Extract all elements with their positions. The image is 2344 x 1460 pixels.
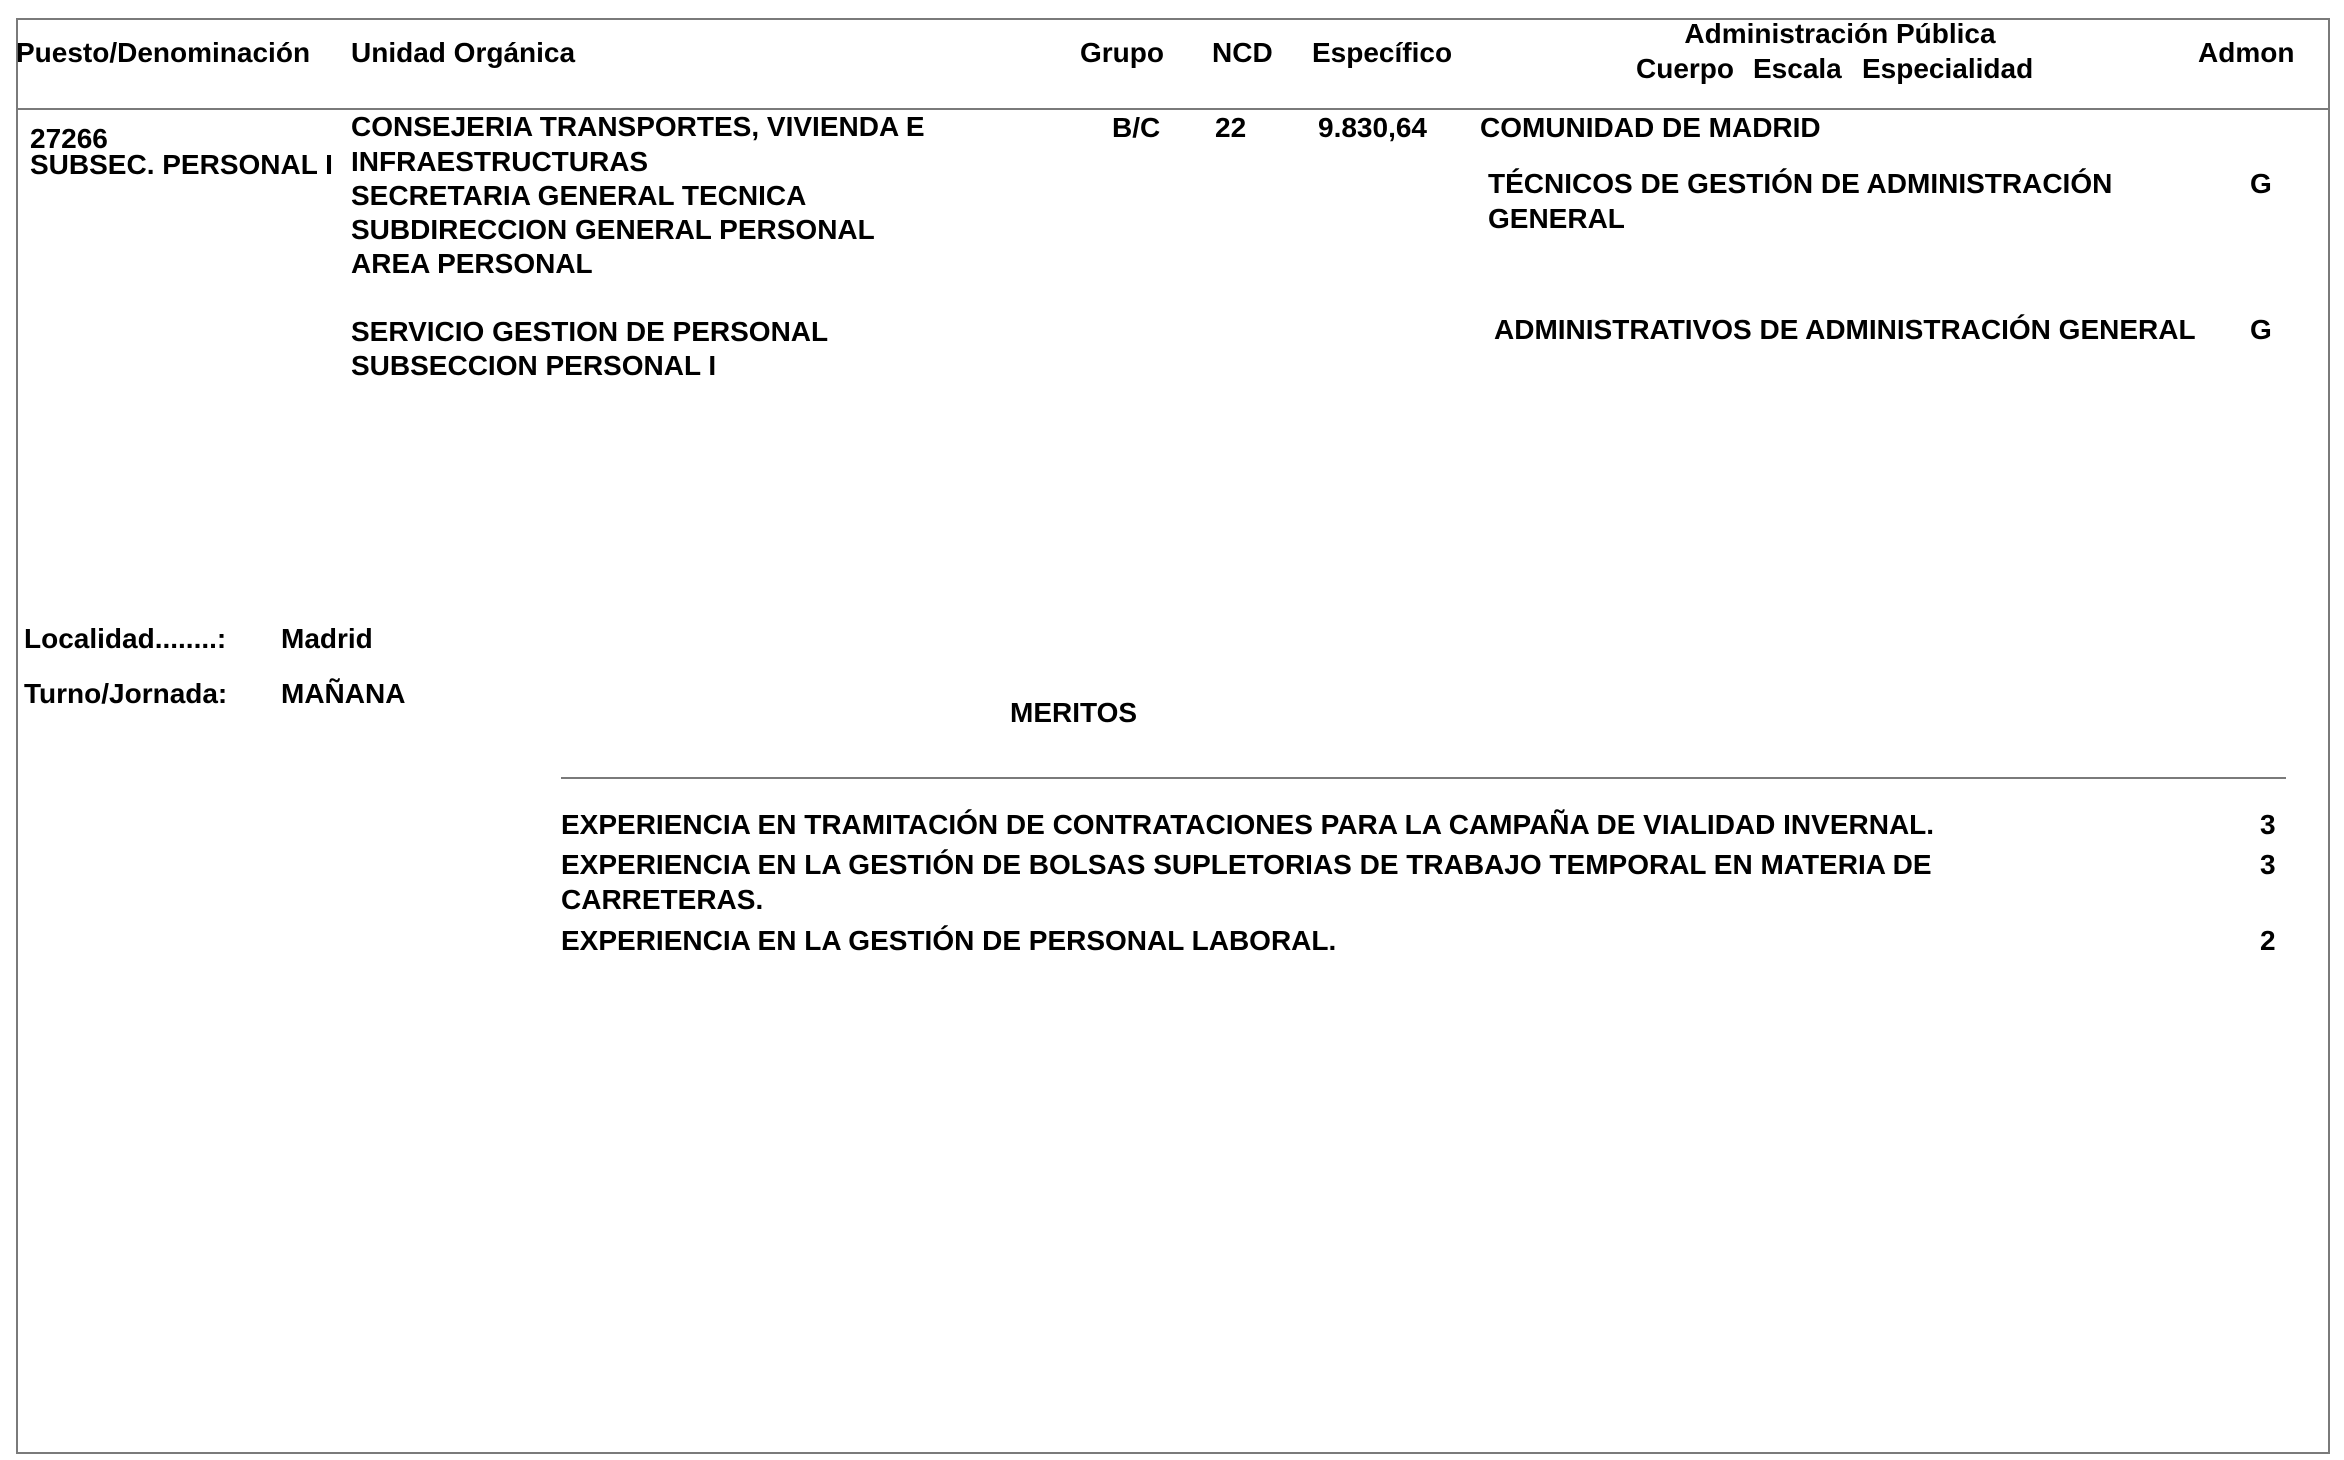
cuerpo-1-line-2: GENERAL: [1488, 203, 1625, 234]
localidad-value: Madrid: [281, 623, 373, 654]
merito-1-text: EXPERIENCIA EN TRAMITACIÓN DE CONTRATACIONES PARA LA CAMPAÑA DE VIALIDAD INVERNAL.: [561, 809, 1935, 840]
merito-3-points: 2: [2260, 925, 2276, 956]
unidad-line-4: SUBDIRECCION GENERAL PERSONAL: [351, 214, 875, 245]
cuerpo-2-admon: G: [2250, 314, 2272, 345]
header-admin-publica: Administración Pública: [1684, 18, 1996, 49]
especifico-value: 9.830,64: [1318, 112, 1427, 143]
header-escala: Escala: [1753, 53, 1842, 84]
unidad-line-6: SERVICIO GESTION DE PERSONAL: [351, 316, 829, 347]
merito-2-text-line-2: CARRETERAS.: [561, 884, 764, 915]
header-unidad: Unidad Orgánica: [351, 37, 576, 68]
unidad-line-1: CONSEJERIA TRANSPORTES, VIVIENDA E: [351, 111, 925, 142]
localidad-label: Localidad........:: [24, 623, 227, 654]
merito-2-text-line-1: EXPERIENCIA EN LA GESTIÓN DE BOLSAS SUPLETORIAS DE TRABAJO TEMPORAL EN MATERIA DE: [561, 849, 1932, 880]
turno-label: Turno/Jornada:: [24, 678, 228, 709]
ncd-value: 22: [1215, 112, 1247, 143]
merito-2-points: 3: [2260, 849, 2276, 880]
header-especifico: Específico: [1312, 37, 1453, 68]
unidad-line-3: SECRETARIA GENERAL TECNICA: [351, 180, 807, 211]
cuerpo-1-admon: G: [2250, 168, 2272, 199]
merito-3-text: EXPERIENCIA EN LA GESTIÓN DE PERSONAL LABORAL.: [561, 925, 1337, 956]
header-ncd: NCD: [1212, 37, 1273, 68]
header-grupo: Grupo: [1080, 37, 1164, 68]
meritos-title: MERITOS: [1010, 697, 1138, 728]
meritos-divider: [561, 777, 2286, 779]
unidad-line-2: INFRAESTRUCTURAS: [351, 146, 649, 177]
header-cuerpo: Cuerpo: [1636, 53, 1734, 84]
header-puesto: Puesto/Denominación: [16, 37, 311, 68]
header-especialidad: Especialidad: [1862, 53, 2034, 84]
unidad-line-7: SUBSECCION PERSONAL I: [351, 350, 717, 381]
cuerpo-2-line-1: ADMINISTRATIVOS DE ADMINISTRACIÓN GENERAL: [1494, 314, 2196, 345]
administracion-value: COMUNIDAD DE MADRID: [1480, 112, 1821, 143]
merito-1-points: 3: [2260, 809, 2276, 840]
unidad-line-5: AREA PERSONAL: [351, 248, 593, 279]
puesto-denominacion: SUBSEC. PERSONAL I: [30, 149, 333, 180]
cuerpo-1-line-1: TÉCNICOS DE GESTIÓN DE ADMINISTRACIÓN: [1488, 168, 2113, 199]
grupo-value: B/C: [1112, 112, 1161, 143]
turno-value: MAÑANA: [281, 678, 406, 709]
header-admon: Admon: [2198, 37, 2295, 68]
puesto-codigo: 27266: [30, 123, 108, 154]
